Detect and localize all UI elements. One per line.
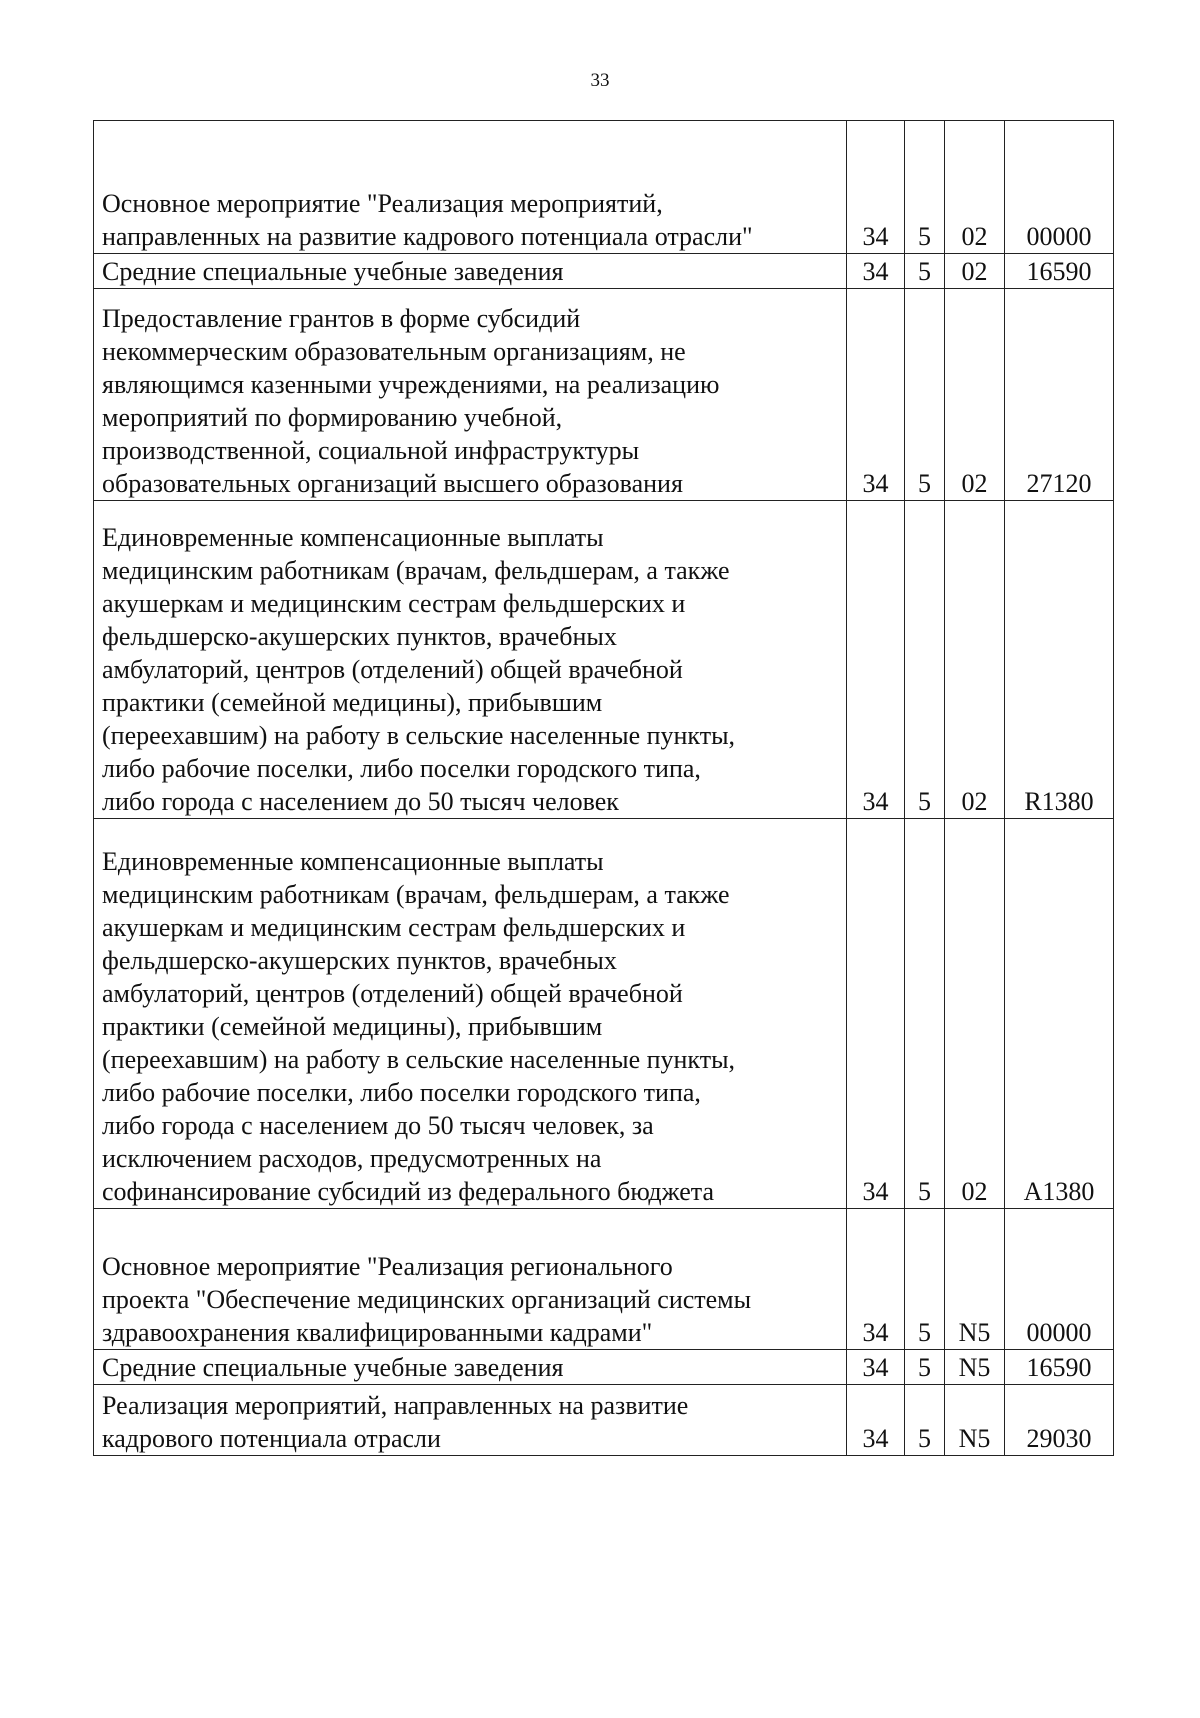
description-line: практики (семейной медицины), прибывшим (102, 688, 603, 717)
description-line: Средние специальные учебные заведения (102, 1353, 564, 1382)
description-line: фельдшерско-акушерских пунктов, врачебных (102, 946, 617, 975)
code-subsection: 02 (945, 289, 1005, 501)
description-line: медицинским работникам (врачам, фельдшерам, а также (102, 556, 730, 585)
code-expense: 16590 (1005, 254, 1114, 289)
code-expense: 00000 (1005, 1209, 1114, 1350)
code-section: 5 (905, 121, 945, 254)
description-line: (переехавшим) на работу в сельские населенные пункты, (102, 721, 736, 750)
code-subsection: 02 (945, 501, 1005, 819)
code-expense: 29030 (1005, 1385, 1114, 1456)
table-row (94, 501, 1114, 819)
code-administrator: 34 (847, 1350, 905, 1385)
description-line: Средние специальные учебные заведения (102, 257, 564, 286)
code-section: 5 (905, 289, 945, 501)
description-line: направленных на развитие кадрового потенциала отрасли" (102, 222, 753, 251)
code-subsection: N5 (945, 1350, 1005, 1385)
table-body (94, 121, 1114, 1456)
code-subsection: 02 (945, 254, 1005, 289)
description-line: акушеркам и медицинским сестрам фельдшерских и (102, 589, 686, 618)
code-expense: 27120 (1005, 289, 1114, 501)
row-description (94, 1385, 847, 1456)
description-line: здравоохранения квалифицированными кадрами" (102, 1318, 653, 1347)
code-administrator: 34 (847, 819, 905, 1209)
description-line: некоммерческим образовательным организациям, не (102, 337, 686, 366)
table-row (94, 1209, 1114, 1350)
code-expense: 16590 (1005, 1350, 1114, 1385)
description-line: образовательных организаций высшего образования (102, 469, 683, 498)
description-line: кадрового потенциала отрасли (102, 1424, 441, 1453)
code-section: 5 (905, 501, 945, 819)
description-line: либо города с населением до 50 тысяч человек, за (102, 1111, 654, 1140)
description-line: Единовременные компенсационные выплаты (102, 523, 604, 552)
row-description (94, 289, 847, 501)
code-section: 5 (905, 1385, 945, 1456)
row-description (94, 1209, 847, 1350)
row-description (94, 121, 847, 254)
description-line: Единовременные компенсационные выплаты (102, 847, 604, 876)
code-administrator: 34 (847, 289, 905, 501)
description-line: амбулаторий, центров (отделений) общей врачебной (102, 655, 683, 684)
row-description (94, 1350, 847, 1385)
table-row (94, 121, 1114, 254)
description-line: являющимся казенными учреждениями, на реализацию (102, 370, 720, 399)
description-line: софинансирование субсидий из федерального бюджета (102, 1177, 715, 1206)
budget-classification-table (93, 120, 1114, 1456)
code-administrator: 34 (847, 1385, 905, 1456)
description-line: практики (семейной медицины), прибывшим (102, 1012, 603, 1041)
description-line: либо города с населением до 50 тысяч человек (102, 787, 619, 816)
code-expense: R1380 (1005, 501, 1114, 819)
table-row (94, 819, 1114, 1209)
code-expense: 00000 (1005, 121, 1114, 254)
description-line: производственной, социальной инфраструктуры (102, 436, 640, 465)
table-row (94, 254, 1114, 289)
code-expense: A1380 (1005, 819, 1114, 1209)
code-subsection: N5 (945, 1385, 1005, 1456)
description-line: исключением расходов, предусмотренных на (102, 1144, 602, 1173)
code-administrator: 34 (847, 1209, 905, 1350)
description-line: Предоставление грантов в форме субсидий (102, 304, 581, 333)
description-line: (переехавшим) на работу в сельские населенные пункты, (102, 1045, 736, 1074)
row-description (94, 501, 847, 819)
code-subsection: N5 (945, 1209, 1005, 1350)
description-line: либо рабочие поселки, либо поселки городского типа, (102, 754, 701, 783)
description-line: либо рабочие поселки, либо поселки городского типа, (102, 1078, 701, 1107)
description-line: проекта "Обеспечение медицинских организаций системы (102, 1285, 752, 1314)
description-line: амбулаторий, центров (отделений) общей врачебной (102, 979, 683, 1008)
description-line: Основное мероприятие "Реализация мероприятий, (102, 189, 663, 218)
code-section: 5 (905, 819, 945, 1209)
code-administrator: 34 (847, 121, 905, 254)
table-row (94, 1350, 1114, 1385)
table-row (94, 1385, 1114, 1456)
description-line: медицинским работникам (врачам, фельдшерам, а также (102, 880, 730, 909)
code-section: 5 (905, 1350, 945, 1385)
code-subsection: 02 (945, 121, 1005, 254)
code-subsection: 02 (945, 819, 1005, 1209)
page-number: 33 (590, 70, 610, 91)
row-description (94, 254, 847, 289)
description-line: мероприятий по формированию учебной, (102, 403, 563, 432)
description-line: Основное мероприятие "Реализация регионального (102, 1252, 673, 1281)
code-administrator: 34 (847, 254, 905, 289)
code-administrator: 34 (847, 501, 905, 819)
code-section: 5 (905, 254, 945, 289)
description-line: фельдшерско-акушерских пунктов, врачебных (102, 622, 617, 651)
code-section: 5 (905, 1209, 945, 1350)
description-line: акушеркам и медицинским сестрам фельдшерских и (102, 913, 686, 942)
description-line: Реализация мероприятий, направленных на развитие (102, 1391, 689, 1420)
row-description (94, 819, 847, 1209)
table-row (94, 289, 1114, 501)
